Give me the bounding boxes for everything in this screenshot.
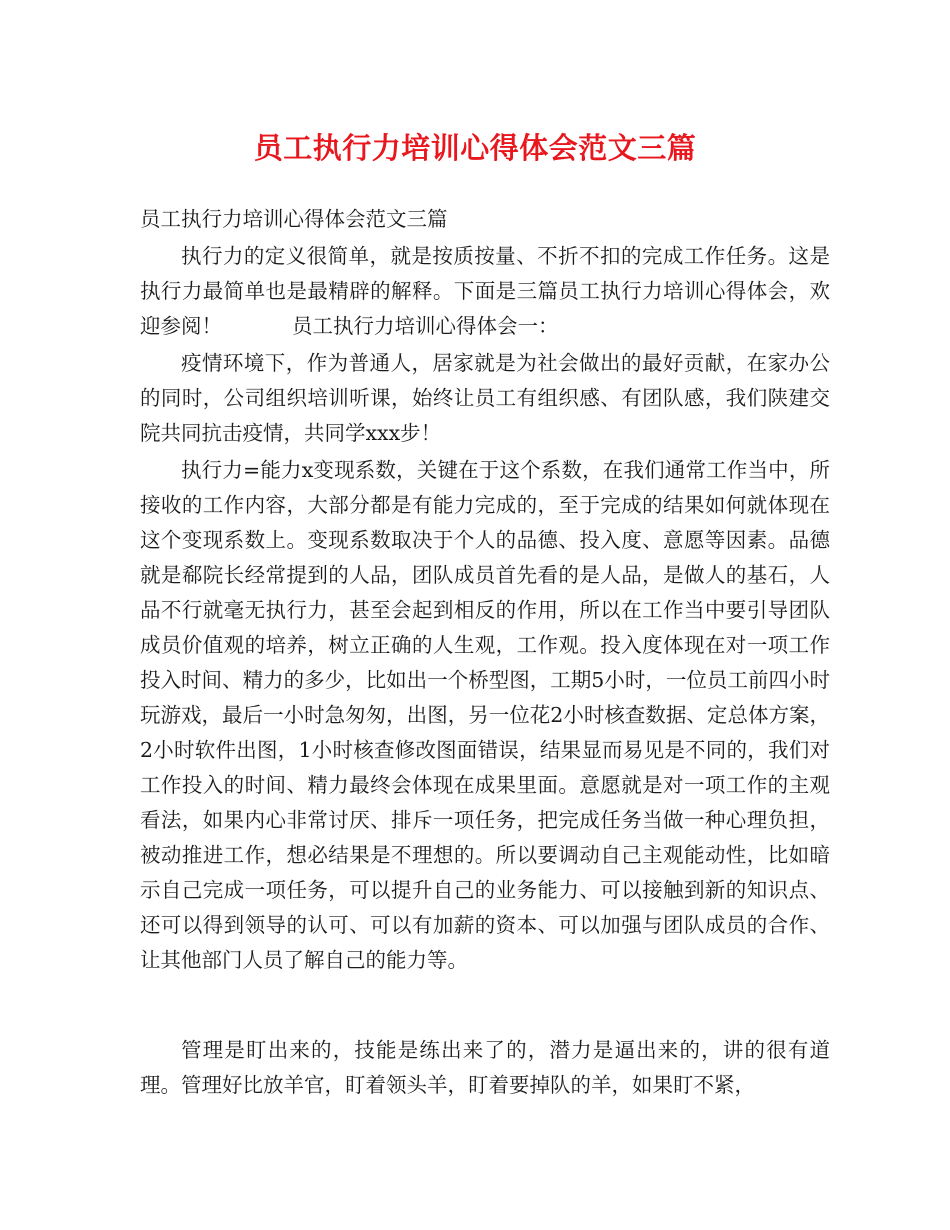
document-title: 员工执行力培训心得体会范文三篇 [253, 131, 697, 165]
intro-paragraph [140, 239, 830, 344]
intro-text: 执行力的定义很简单，就是按质按量、不折不扣的完成工作任务。这是执行力最简单也是最精辟的解释。下面是三篇员工执行力培训心得体会，欢迎参阅！ [140, 244, 830, 338]
section-heading-one: 员工执行力培训心得体会一： [292, 314, 559, 338]
paragraph-management: 管理是盯出来的，技能是练出来了的，潜力是逼出来的，讲的很有道理。管理好比放羊官，盯着领头羊，盯着要掉队的羊，如果盯不紧， [140, 1038, 830, 1097]
paragraph-execution-formula: 执行力=能力x变现系数，关键在于这个系数，在我们通常工作当中，所接收的工作内容，大部分都是有能力完成的，至于完成的结果如何就体现在这个变现系数上。变现系数取决于个人的品德、投入度、意愿等因素。品德就是郗院长经常提到的人品，团队成员首先看的是人品，是做人的基石，人品不行就毫无执行力，甚至会起到相反的作用，所以在工作当中要引导团队成员价值观的培养，树立正确的人生观，工作观。投入度体现在对一项工作投入时间、精力的多少，比如出一个桥型图，工期5小时，一位员工前四小时玩游戏，最后一小时急匆匆，出图，另一位花2小时核查数据、定总体方案，2小时软件出图，1小时核查修改图面错误，结果显而易见是不同的，我们对工作投入的时间、精力最终会体现在成果里面。意愿就是对一项工作的主观看法，如果内心非常讨厌、排斥一项任务，把完成任务当做一种心理负担，被动推进工作，想必结果是不理想的。所以要调动自己主观能动性，比如暗示自己完成一项任务，可以提升自己的业务能力、可以接触到新的知识点、还可以得到领导的认可、可以有加薪的资本、可以加强与团队成员的合作、让其他部门人员了解自己的能力等。 [140, 458, 830, 972]
document-subtitle: 员工执行力培训心得体会范文三篇 [140, 207, 448, 231]
paragraph-epidemic: 疫情环境下，作为普通人，居家就是为社会做出的最好贡献，在家办公的同时，公司组织培训听课，始终让员工有组织感、有团队感，我们陕建交院共同抗击疫情，共同学xxx步！ [140, 351, 830, 445]
